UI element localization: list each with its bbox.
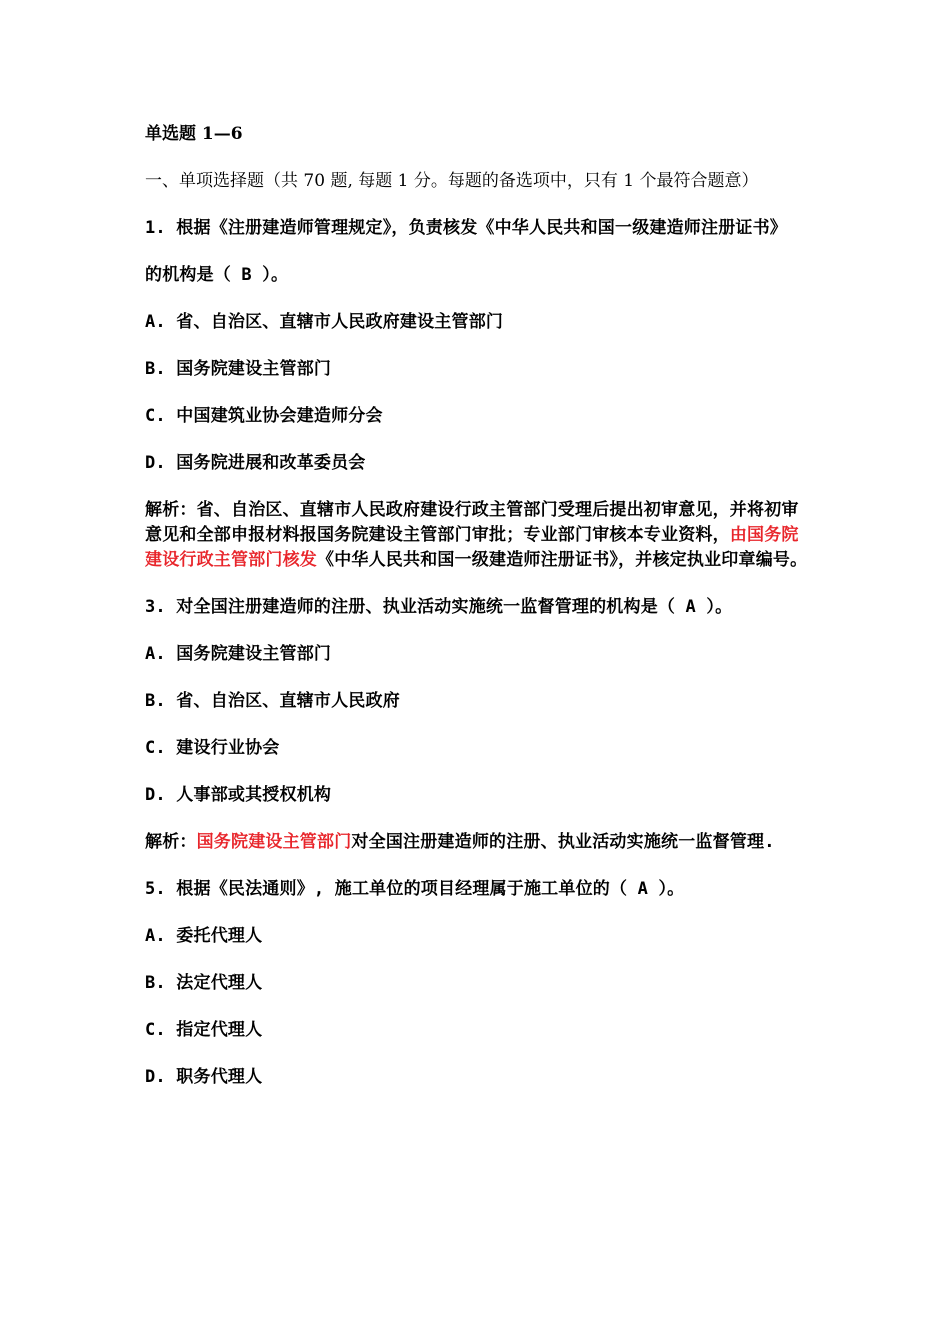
question-5-option-b: B. 法定代理人 bbox=[145, 973, 263, 993]
analysis-text-end: 对全国注册建造师的注册、执业活动实施统一监督管理. bbox=[351, 832, 775, 852]
analysis-text-end: 《中华人民共和国一级建造师注册证书》，并核定执业印章编号。 bbox=[317, 550, 808, 570]
question-5-option-d: D. 职务代理人 bbox=[145, 1067, 263, 1087]
question-1-option-b: B. 国务院建设主管部门 bbox=[145, 359, 332, 379]
question-3-option-d: D. 人事部或其授权机构 bbox=[145, 785, 332, 805]
question-3-option-a: A. 国务院建设主管部门 bbox=[145, 644, 332, 664]
question-3-option-b: B. 省、自治区、直辖市人民政府 bbox=[145, 691, 400, 711]
question-3-option-c: C. 建设行业协会 bbox=[145, 738, 280, 758]
analysis-text: 解析： bbox=[145, 832, 197, 852]
section-title: 单选题 1—6 bbox=[145, 124, 243, 144]
analysis-text: 解析：省、自治区、直辖市人民政府建设行政主管部门受理后提出初审意见，并将初审意见和全部申报材料报国务院建设主管部门审批；专业部门审核本专业资料， bbox=[145, 500, 799, 545]
question-1-stem-continued: 的机构是（ B ）。 bbox=[145, 265, 289, 285]
question-1-stem: 1. 根据《注册建造师管理规定》，负责核发《中华人民共和国一级建造师注册证书》 bbox=[145, 218, 788, 238]
question-5-option-c: C. 指定代理人 bbox=[145, 1020, 263, 1040]
question-1-option-c: C. 中国建筑业协会建造师分会 bbox=[145, 406, 383, 426]
analysis-highlight: 国务院建设主管部门 bbox=[196, 832, 352, 852]
question-1-analysis bbox=[145, 498, 810, 573]
question-1-option-d: D. 国务院进展和改革委员会 bbox=[145, 453, 366, 473]
question-5-stem: 5. 根据《民法通则》, 施工单位的项目经理属于施工单位的（ A ）。 bbox=[145, 879, 685, 899]
section-intro: 一、单项选择题（共 70 题, 每题 1 分。每题的备选项中，只有 1 个最符合题意） bbox=[145, 171, 759, 191]
question-3-analysis bbox=[145, 830, 810, 855]
question-3-stem: 3. 对全国注册建造师的注册、执业活动实施统一监督管理的机构是（ A ）。 bbox=[145, 597, 733, 617]
question-5-option-a: A. 委托代理人 bbox=[145, 926, 263, 946]
document-content bbox=[145, 122, 810, 1112]
question-1-option-a: A. 省、自治区、直辖市人民政府建设主管部门 bbox=[145, 312, 504, 332]
analysis-highlight: 由国务院建设行政主管部门核发 bbox=[145, 525, 799, 570]
